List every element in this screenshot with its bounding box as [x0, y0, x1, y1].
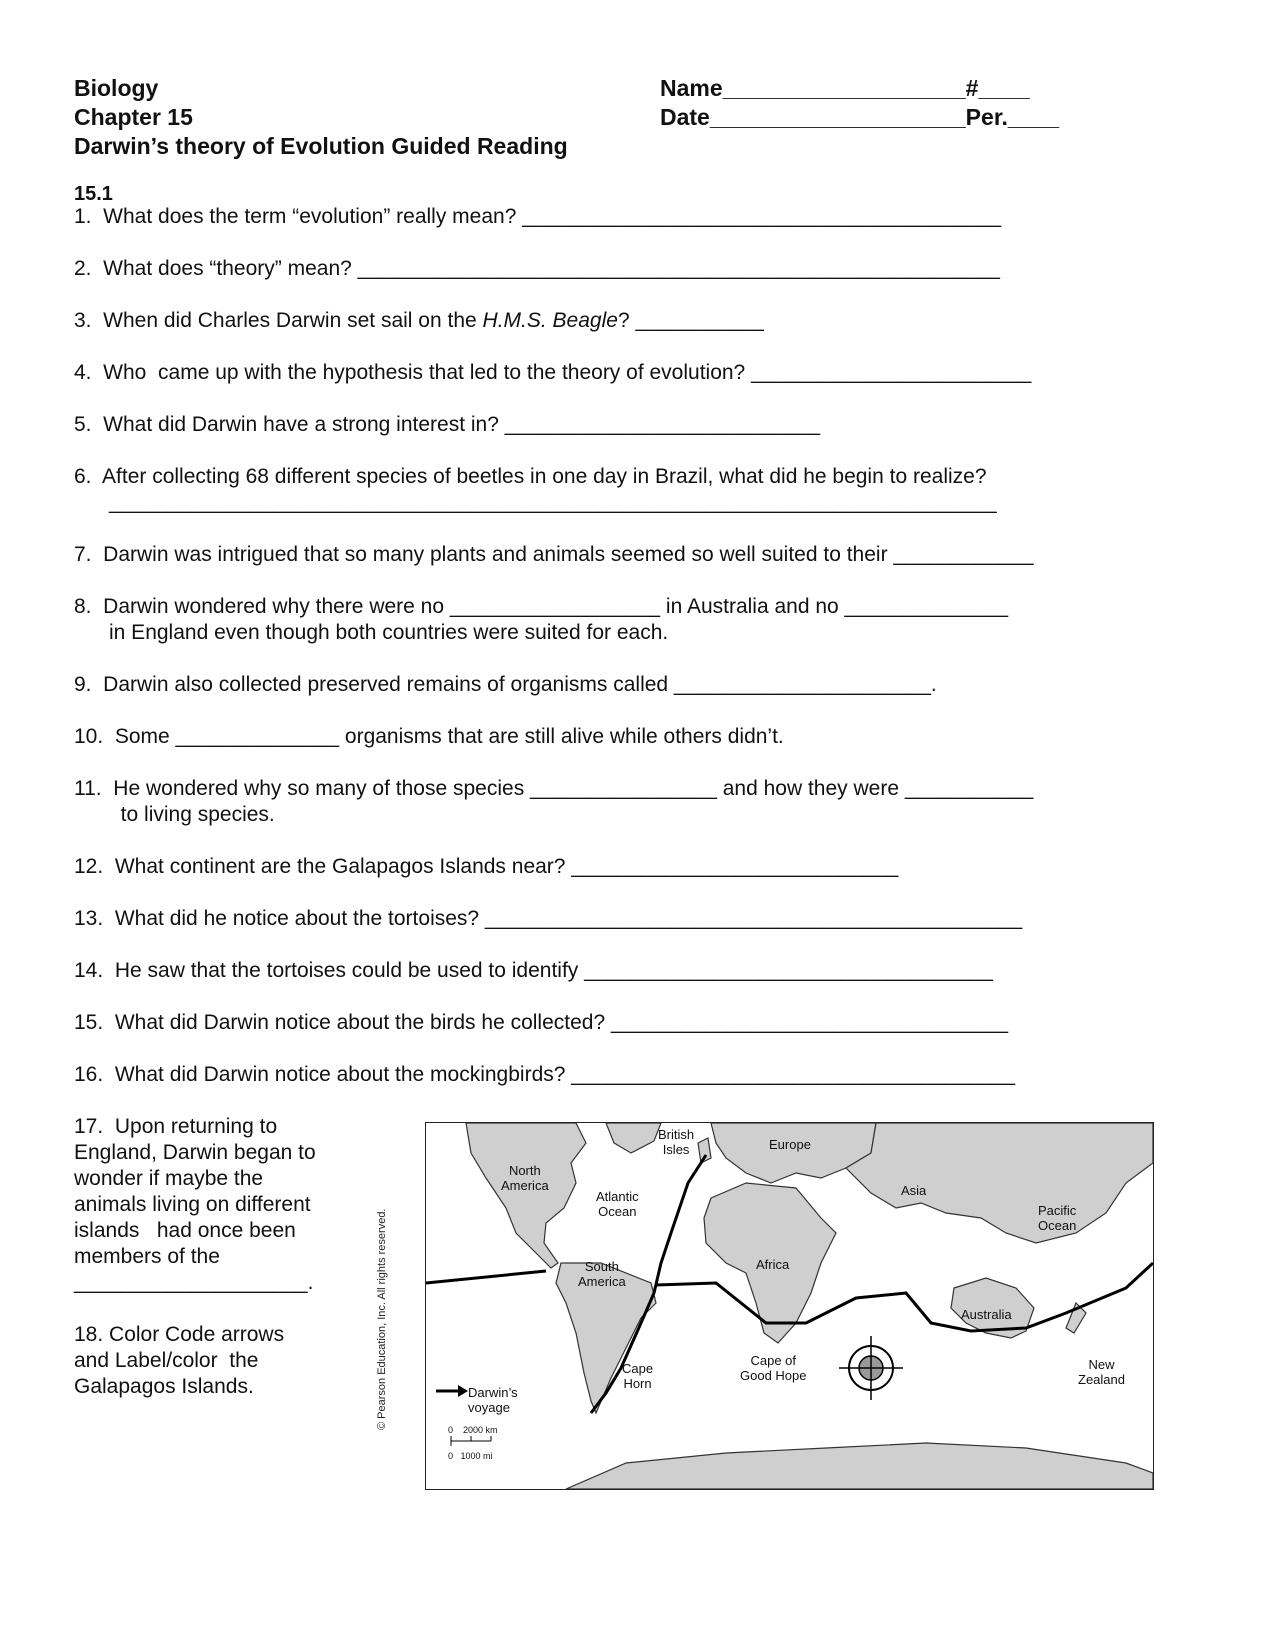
question-1[interactable]: 1. What does the term “evolution” really mean? _________________________________________	[74, 205, 1002, 228]
label-atlantic-ocean: Atlantic Ocean	[596, 1189, 639, 1219]
label-africa: Africa	[756, 1257, 790, 1272]
label-south-america: South America	[578, 1259, 626, 1289]
question-11[interactable]: 11. He wondered why so many of those species ________________ and how they were ___________	[74, 777, 1034, 800]
scale-km-label: 0 2000 km	[448, 1425, 498, 1435]
chapter-heading: Chapter 15	[74, 104, 193, 130]
label-australia: Australia	[961, 1307, 1012, 1322]
label-cape-of-good-hope: Cape of Good Hope	[740, 1353, 807, 1383]
question-17-answer-line[interactable]: ____________________.	[74, 1271, 314, 1294]
asia-landmass	[846, 1123, 1153, 1243]
question-17-line: wonder if maybe the	[74, 1167, 264, 1190]
date-field[interactable]: Date____________________Per.____	[660, 104, 1060, 130]
question-18-line: Galapagos Islands.	[74, 1375, 254, 1398]
voyage-route-pacific-crossing	[426, 1271, 546, 1283]
question-15[interactable]: 15. What did Darwin notice about the birds he collected? __________________________________	[74, 1011, 1009, 1034]
question-8[interactable]: 8. Darwin wondered why there were no __________________ in Australia and no ______________	[74, 595, 1009, 618]
question-6[interactable]: 6. After collecting 68 different species of beetles in one day in Brazil, what did he begin to realize?	[74, 465, 987, 488]
question-12[interactable]: 12. What continent are the Galapagos Islands near? ____________________________	[74, 855, 899, 878]
label-cape-horn: Cape Horn	[622, 1361, 654, 1391]
question-3-text: 3. When did Charles Darwin set sail on the H.M.S. Beagle? ___________	[74, 309, 764, 332]
question-4[interactable]: 4. Who came up with the hypothesis that led to the theory of evolution? ________________________	[74, 361, 1032, 384]
label-europe: Europe	[769, 1137, 811, 1152]
section-number: 15.1	[74, 183, 113, 205]
page-title: Darwin’s theory of Evolution Guided Reading	[74, 133, 568, 159]
question-3[interactable]	[74, 308, 764, 334]
question-18-line: and Label/color the	[74, 1349, 259, 1372]
legend-arrow	[436, 1385, 468, 1397]
question-11-cont: to living species.	[74, 803, 275, 826]
scale-mi-label: 0 1000 mi	[448, 1451, 493, 1461]
question-5[interactable]: 5. What did Darwin have a strong interest in? ___________________________	[74, 413, 821, 436]
legend-label: Darwin’s voyage	[468, 1385, 518, 1415]
question-2[interactable]: 2. What does “theory” mean? _______________________________________________________	[74, 257, 1000, 280]
question-7[interactable]: 7. Darwin was intrigued that so many plants and animals seemed so well suited to their ____________	[74, 543, 1034, 566]
question-8-cont: in England even though both countries were suited for each.	[74, 621, 669, 644]
question-10[interactable]: 10. Some ______________ organisms that are still alive while others didn’t.	[74, 725, 784, 748]
question-16[interactable]: 16. What did Darwin notice about the mockingbirds? ______________________________________	[74, 1063, 1016, 1086]
question-17-line: animals living on different	[74, 1193, 311, 1216]
compass-rose	[839, 1336, 903, 1400]
north-america-landmass	[466, 1123, 586, 1268]
label-new-zealand: New Zealand	[1078, 1357, 1125, 1387]
question-6-answer-line[interactable]: ____________________________________________________________________________	[74, 491, 997, 514]
label-pacific-ocean: Pacific Ocean	[1038, 1203, 1077, 1233]
question-17-line: England, Darwin began to	[74, 1141, 316, 1164]
antarctica-landmass	[566, 1443, 1153, 1489]
question-9[interactable]: 9. Darwin also collected preserved remains of organisms called ______________________.	[74, 673, 937, 696]
label-north-america: North America	[501, 1163, 549, 1193]
question-14[interactable]: 14. He saw that the tortoises could be used to identify ___________________________________	[74, 959, 993, 982]
greenland-landmass	[606, 1123, 661, 1153]
label-asia: Asia	[901, 1183, 927, 1198]
copyright-notice: © Pearson Education, Inc. All rights reserved.	[376, 1208, 388, 1430]
question-13[interactable]: 13. What did he notice about the tortoises? ______________________________________________	[74, 907, 1023, 930]
subject-heading: Biology	[74, 75, 159, 101]
darwin-voyage-map[interactable]	[425, 1122, 1154, 1490]
question-17-line: 17. Upon returning to	[74, 1115, 278, 1138]
question-17-line: islands had once been	[74, 1219, 296, 1242]
question-18-line: 18. Color Code arrows	[74, 1323, 285, 1346]
label-british-isles: British Isles	[658, 1127, 695, 1157]
name-field[interactable]: Name___________________#____	[660, 75, 1030, 101]
question-17-line: members of the	[74, 1245, 220, 1268]
